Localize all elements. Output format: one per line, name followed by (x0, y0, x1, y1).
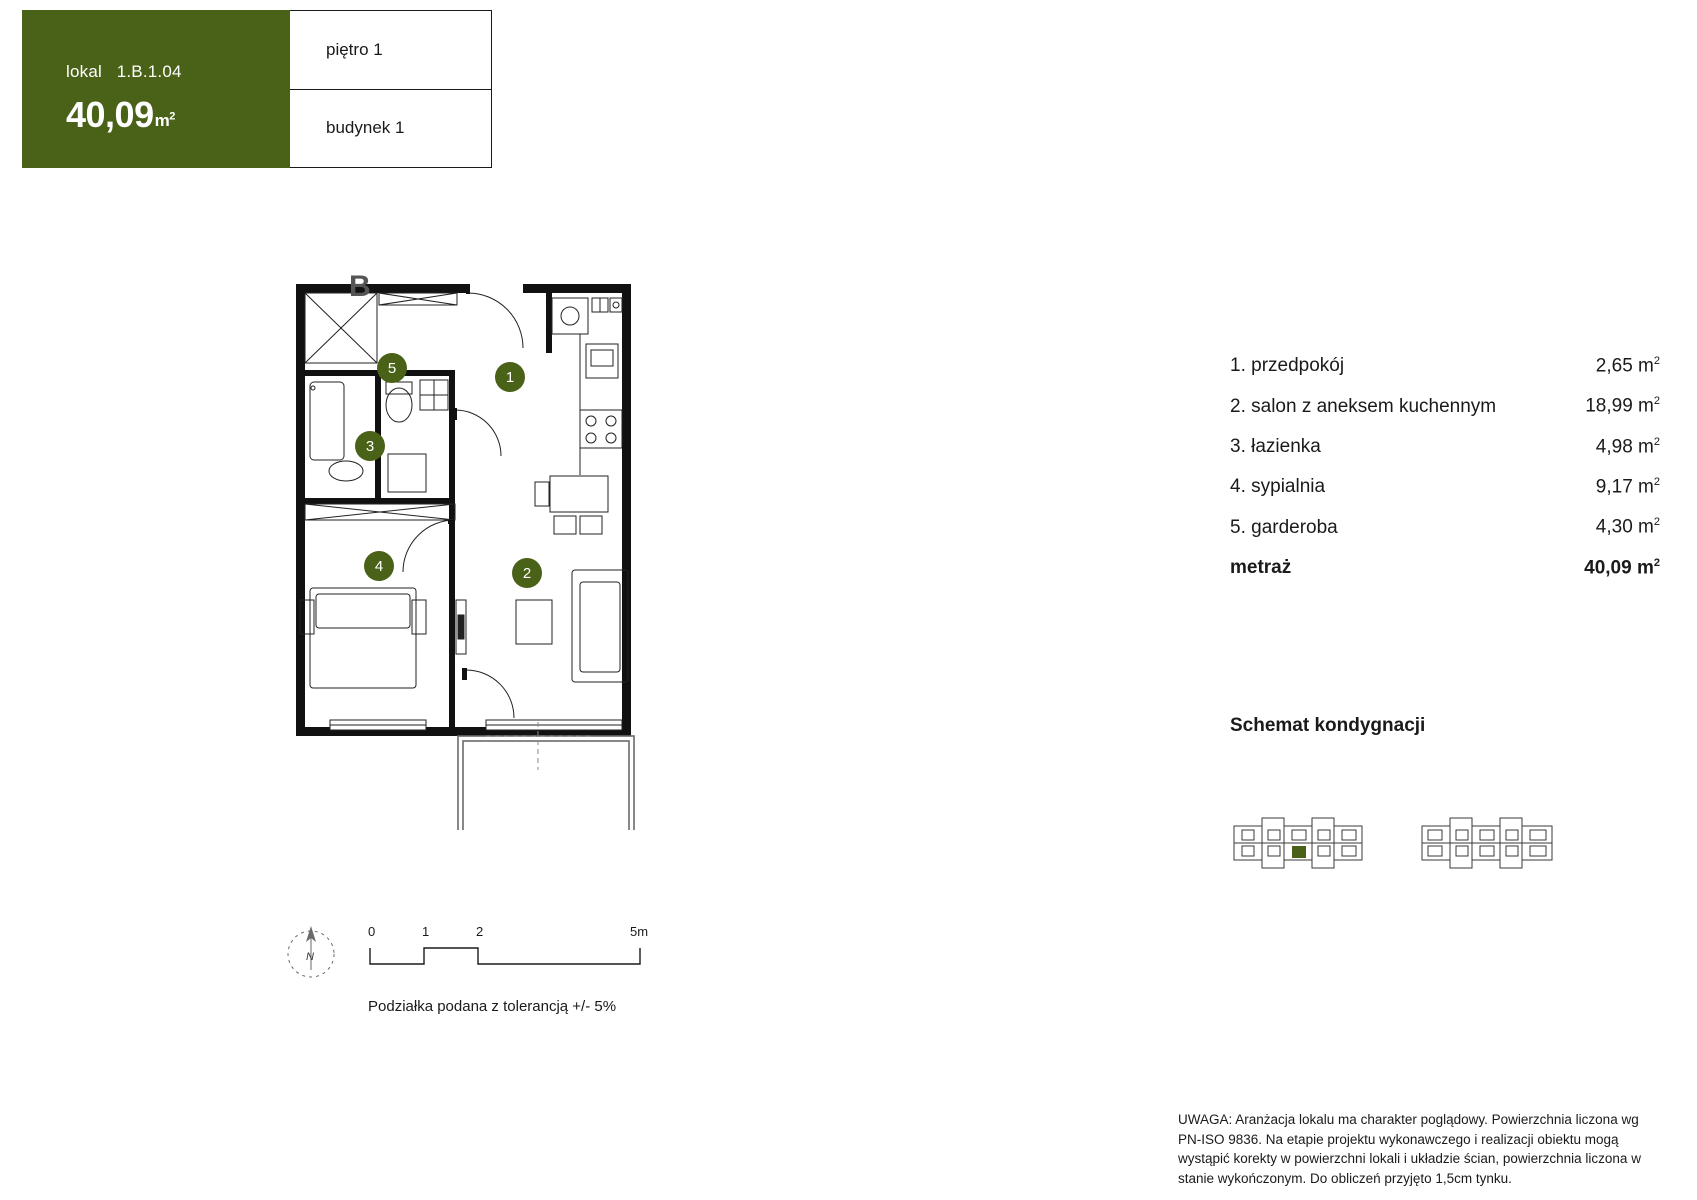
disclaimer-note: UWAGA: Aranżacja lokalu ma charakter poglądowy. Powierzchnia liczona wg PN-ISO 9836. Na etapie projektu wykonawczego i realizacji obiektu mogą wystąpić korekty w powierzchni lokali i układzie ścian, powierzchnia liczona w stanie wykończonym. Do obliczeń przyjęto 1,5cm tynku. (1178, 1112, 1641, 1186)
building-watermark: B (349, 270, 371, 303)
room-area: 2,65 $m^2$ (1595, 355, 1660, 377)
schedule-total-row (1230, 557, 1660, 579)
scale-tick-2: 2 (476, 924, 484, 939)
floor-plan-drawing (280, 270, 680, 830)
room-name: 5. garderoba (1230, 516, 1338, 538)
floor-diagram-title: Schemat kondygnacji (1230, 715, 1426, 736)
unit-summary-box (22, 10, 290, 168)
schedule-row (1230, 436, 1660, 458)
unit-area-number: 40,09 (66, 94, 154, 135)
unit-code-label: lokal 1.B.1.04 (66, 62, 182, 81)
unit-area-value (66, 94, 290, 136)
schedule-row (1230, 395, 1660, 417)
scale-tick-0: 0 (368, 924, 376, 939)
schedule-row (1230, 476, 1660, 498)
unit-meta-box (290, 10, 492, 168)
unit-area-unit: $m^2$ (154, 110, 175, 130)
highlighted-unit-marker (1292, 846, 1306, 858)
compass-rose-icon (280, 920, 342, 982)
svg-text:N: N (306, 951, 314, 963)
room-area: 18,99 $m^2$ (1585, 395, 1660, 417)
room-badge-3: 3 (355, 431, 385, 461)
schedule-row (1230, 516, 1660, 538)
floor-diagram (1222, 800, 1642, 880)
total-area: 40,09 $m^2$ (1584, 556, 1660, 578)
room-badge-2: 2 (512, 558, 542, 588)
floor-label: piętro 1 (326, 39, 383, 59)
room-badge-5: 5 (377, 353, 407, 383)
room-badge-1: 1 (495, 362, 525, 392)
room-area: 4,98 $m^2$ (1595, 435, 1660, 457)
room-area: 4,30 $m^2$ (1595, 516, 1660, 538)
room-badge-4: 4 (364, 551, 394, 581)
scale-tick-5m: 5m (630, 924, 649, 939)
room-area: 9,17 $m^2$ (1595, 475, 1660, 498)
room-name: 3. łazienka (1230, 435, 1321, 457)
room-name: 4. sypialnia (1230, 476, 1326, 498)
scale-tick-1: 1 (422, 924, 430, 939)
building-label: budynek 1 (290, 89, 491, 168)
room-name: 2. salon z aneksem kuchennym (1230, 395, 1497, 417)
room-schedule (1230, 355, 1660, 597)
total-label: metraż (1230, 556, 1292, 578)
scale-tolerance-note: Podziałka podana z tolerancją +/- 5% (368, 998, 617, 1015)
schedule-row (1230, 355, 1660, 377)
scale-bar (368, 924, 668, 984)
floor-plan (280, 270, 680, 830)
room-name: 1. przedpokój (1230, 355, 1345, 377)
unit-header (22, 10, 492, 168)
